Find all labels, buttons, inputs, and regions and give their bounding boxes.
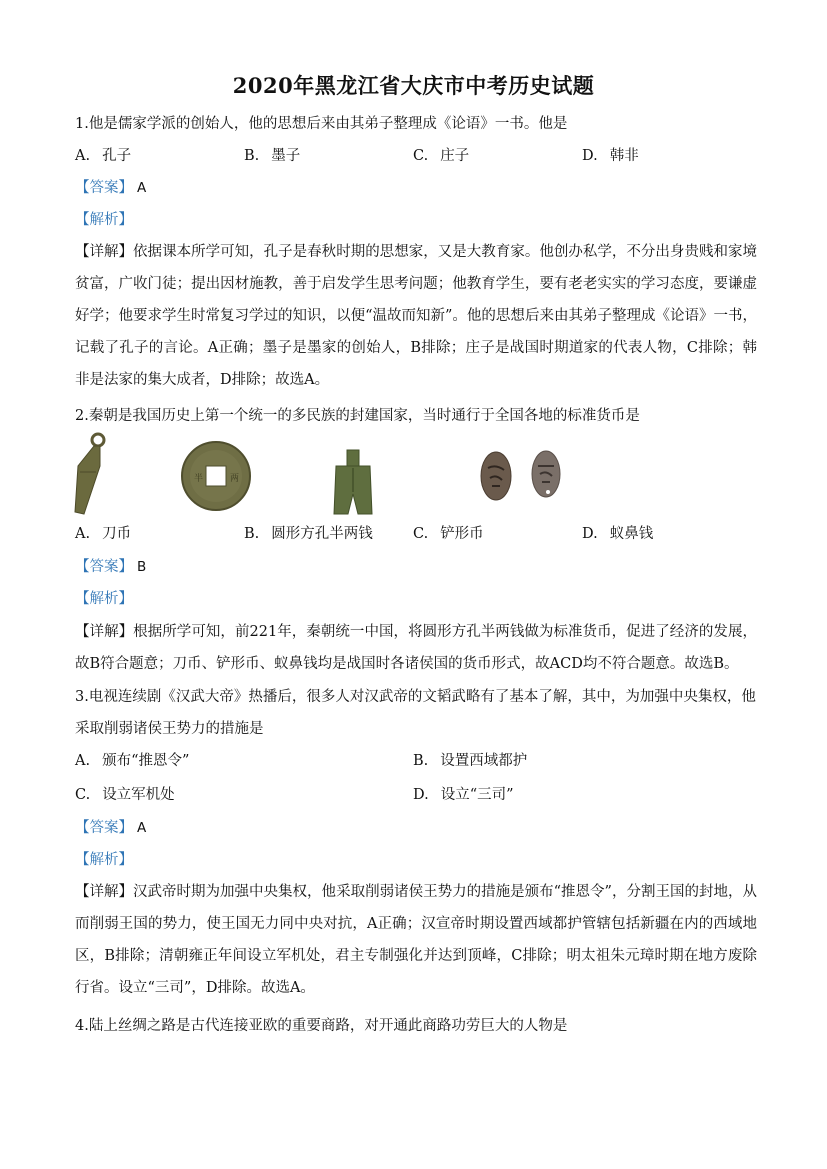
- q3-option-c[interactable]: [75, 785, 175, 805]
- option-letter: C.: [413, 526, 429, 542]
- banliang-coin-image: [180, 440, 252, 512]
- q3-option-d[interactable]: [413, 785, 514, 805]
- q1-option-a[interactable]: [75, 146, 131, 166]
- answer-value: B: [137, 559, 147, 575]
- q1-answer: [75, 178, 755, 198]
- option-letter: A.: [75, 148, 91, 164]
- q1-option-b[interactable]: [244, 146, 300, 166]
- answer-tag: 【答案】: [75, 820, 133, 836]
- q2-option-d[interactable]: [582, 524, 653, 544]
- answer-value: A: [137, 820, 147, 836]
- q2-option-a[interactable]: [75, 524, 131, 544]
- knife-coin-image: [70, 432, 110, 516]
- detail-text: 依据课本所学可知，孔子是春秋时期的思想家，又是大教育家。他创办私学，不分出身贵贱和家境贫富，广收门徒；提出因材施教，善于启发学生思考问题；他教育学生，要有老老实实的学习态度，要谦虚好学；他要求学生时常复习学过的知识，以便“温故而知新”。他的思想后来由其弟子整理成《论语》一书，记载了孔子的言论。A正确；墨子是墨家的创始人，B排除；庄子是战国时期道家的代表人物，C排除；韩非是法家的集大成者，D排除；故选A。: [75, 244, 757, 388]
- q3-analysis: [75, 850, 755, 870]
- q2-answer: [75, 557, 755, 577]
- q2-option-c[interactable]: [413, 524, 484, 544]
- q2-option-b[interactable]: [244, 524, 373, 544]
- option-text: 孔子: [102, 148, 132, 164]
- q1-stem: 1.他是儒家学派的创始人，他的思想后来由其弟子整理成《论语》一书。他是: [75, 116, 568, 132]
- q2-detail: [75, 616, 757, 680]
- option-text: 庄子: [440, 148, 470, 164]
- q3-stem-line1: 3.电视连续剧《汉武大帝》热播后，很多人对汉武帝的文韬武略有了基本了解，其中，为加强中央集权，他: [75, 689, 756, 705]
- spade-coin-image: [328, 448, 378, 516]
- page-title: 2020年黑龙江省大庆市中考历史试题: [232, 73, 595, 98]
- analysis-tag: 【解析】: [75, 212, 133, 228]
- option-text: 韩非: [609, 148, 639, 164]
- q1-analysis: [75, 210, 755, 230]
- q3-stem-line2: 采取削弱诸侯王势力的措施是: [75, 721, 264, 737]
- option-letter: B.: [244, 526, 260, 542]
- option-letter: D.: [582, 148, 598, 164]
- q2-analysis: [75, 589, 755, 609]
- answer-value: A: [137, 180, 147, 196]
- answer-tag: 【答案】: [75, 180, 133, 196]
- option-text: 蚁鼻钱: [609, 526, 654, 542]
- option-letter: B.: [244, 148, 260, 164]
- option-letter: C.: [75, 787, 91, 803]
- option-letter: A.: [75, 753, 91, 769]
- option-letter: D.: [413, 787, 429, 803]
- detail-text: 根据所学可知，前221年，秦朝统一中国，将圆形方孔半两钱做为标准货币，促进了经济的发展，故B符合题意；刀币、铲形币、蚁鼻钱均是战国时各诸侯国的货币形式，故ACD均不符合题意。故选B。: [75, 624, 757, 672]
- option-text: 设立“三司”: [440, 787, 514, 803]
- answer-tag: 【答案】: [75, 559, 133, 575]
- option-letter: B.: [413, 753, 429, 769]
- option-text: 设置西域都护: [440, 753, 528, 769]
- option-text: 设立军机处: [102, 787, 175, 803]
- detail-text: 汉武帝时期为加强中央集权，他采取削弱诸侯王势力的措施是颁布“推恩令”，分割王国的封地，从而削弱王国的势力，使王国无力同中央对抗，A正确；汉宣帝时期设置西域都护管辖包括新疆在内的西域地区，B排除；清朝雍正年间设立军机处，君主专制强化并达到顶峰，C排除；明太祖朱元璋时期在地方废除行省。设立“三司”，D排除。故选A。: [75, 884, 757, 996]
- q3-option-b[interactable]: [413, 751, 527, 771]
- option-text: 圆形方孔半两钱: [271, 526, 373, 542]
- q3-detail: [75, 876, 757, 1004]
- detail-tag: 【详解】: [75, 624, 134, 640]
- q1-detail: [75, 236, 757, 396]
- q3-answer: [75, 818, 755, 838]
- option-text: 铲形币: [440, 526, 484, 542]
- option-text: 颁布“推恩令”: [102, 753, 190, 769]
- analysis-tag: 【解析】: [75, 591, 133, 607]
- analysis-tag: 【解析】: [75, 852, 133, 868]
- q1-option-c[interactable]: [413, 146, 469, 166]
- q4-stem: 4.陆上丝绸之路是古代连接亚欧的重要商路，对开通此商路功劳巨大的人物是: [75, 1018, 568, 1034]
- q2-stem: 2.秦朝是我国历史上第一个统一的多民族的封建国家，当时通行于全国各地的标准货币是: [75, 408, 640, 424]
- option-text: 刀币: [102, 526, 132, 542]
- detail-tag: 【详解】: [75, 244, 134, 260]
- svg-text:两: 两: [230, 474, 240, 484]
- option-letter: A.: [75, 526, 91, 542]
- option-text: 墨子: [271, 148, 301, 164]
- svg-text:半: 半: [194, 474, 204, 484]
- q1-option-d[interactable]: [582, 146, 639, 166]
- detail-tag: 【详解】: [75, 884, 134, 900]
- option-letter: C.: [413, 148, 429, 164]
- ant-nose-coins-image: [472, 446, 568, 506]
- q3-option-a[interactable]: [75, 751, 189, 771]
- option-letter: D.: [582, 526, 598, 542]
